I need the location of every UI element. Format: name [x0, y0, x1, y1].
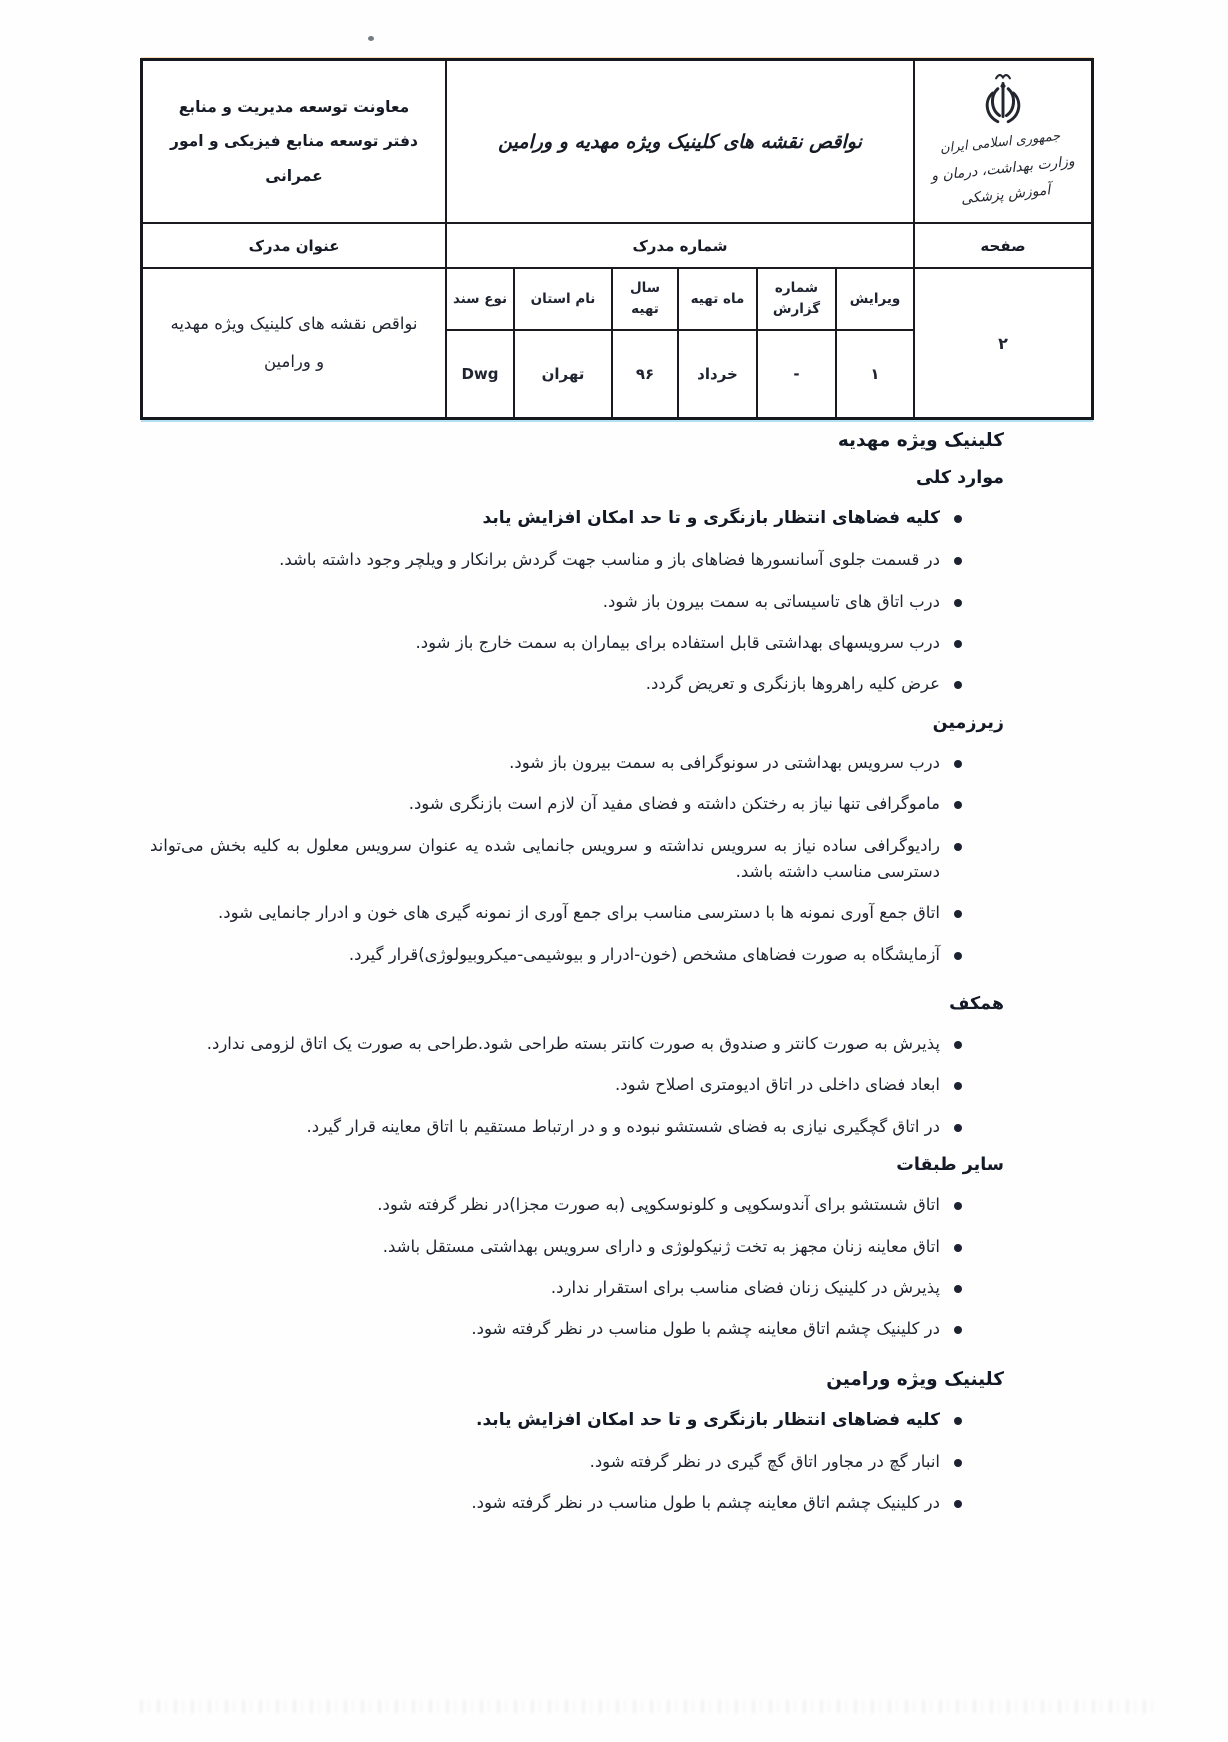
department-cell: [143, 61, 445, 224]
bullet-text: کلیه فضاهای انتظار بازنگری و تا حد امکان افزایش یابد: [482, 508, 940, 528]
document-title: نواقص نقشه های کلینیک ویژه مهدیه و ورامین: [445, 61, 913, 224]
bullet-item: [150, 1275, 1004, 1301]
iran-emblem-icon: [977, 71, 1029, 129]
ministry-emblem-cell: [913, 61, 1091, 224]
document-header-table: [140, 58, 1094, 420]
bullet-item: [150, 1316, 1004, 1342]
field-value: Dwg: [461, 365, 499, 383]
doc-title-value: نواقص نقشه های کلینیک ویژه مهدیه و ورامین: [170, 314, 418, 371]
bullet-icon: [954, 1041, 962, 1049]
bullet-text: ماموگرافی تنها نیاز به رختکن داشته و فضای مفید آن لازم است بازنگری شود.: [408, 794, 940, 814]
org-line1: جمهوری اسلامی ایران: [939, 128, 1061, 157]
bullet-item: [150, 547, 1004, 573]
bullet-icon: [954, 557, 962, 565]
bullet-item: [150, 833, 1004, 886]
bullet-text: درب اتاق های تاسیساتی به سمت بیرون باز شود.: [602, 591, 940, 611]
bullet-item: [150, 1114, 1004, 1140]
field-label: نام استان: [513, 269, 611, 331]
bullet-icon: [954, 515, 962, 523]
bullet-item: [150, 1449, 1004, 1475]
field-value: -: [756, 331, 835, 417]
bullet-icon: [954, 1500, 962, 1508]
doc-fields-subtable: [447, 269, 913, 417]
bullet-text: پذیرش به صورت کانتر و صندوق به صورت کانتر بسته طراحی شود.طراحی به صورت یک اتاق لزومی ندارد.: [206, 1034, 940, 1054]
bullet-item: [150, 1490, 1004, 1516]
bullet-text: آزمایشگاه به صورت فضاهای مشخص (خون-ادرار و بیوشیمی-میکروبیولوژی)قرار گیرد.: [348, 944, 940, 964]
bullet-text: اتاق شستشو برای آندوسکوپی و کلونوسکوپی (به صورت مجزا)در نظر گرفته شود.: [377, 1195, 940, 1215]
bullet-item: [150, 589, 1004, 615]
scan-artifact-dot: [368, 36, 374, 41]
bullet-text: در قسمت جلوی آسانسورها فضاهای باز و مناسب جهت گردش برانکار و ویلچر وجود داشته باشد.: [279, 550, 940, 570]
field-value: تهران: [513, 331, 611, 417]
page-label: صفحه: [913, 224, 1091, 269]
bullet-item: [150, 1407, 1004, 1434]
section-subheading: سایر طبقات: [896, 1155, 1004, 1176]
page-number-value: ۲: [913, 269, 1091, 417]
section-heading: کلینیک ویژه ورامین: [826, 1368, 1004, 1390]
bullet-item: [150, 791, 1004, 817]
bullet-item: [150, 630, 1004, 656]
bullet-text: در اتاق گچگیری نیازی به فضای شستشو نبوده و و در ارتباط مستقیم با اتاق معاینه قرار گیرد.: [306, 1116, 940, 1136]
dept-line1: معاونت توسعه مدیریت و منابع: [178, 98, 410, 117]
section-subheading: موارد کلی: [916, 468, 1004, 488]
field-value: ۹۶: [611, 331, 677, 417]
bullet-item: [150, 505, 1004, 532]
document-body: [150, 430, 1004, 1532]
bullet-text: کلیه فضاهای انتظار بازنگری و تا حد امکان افزایش یابد.: [476, 1409, 940, 1430]
bullet-text: در کلینیک چشم اتاق معاینه چشم با طول مناسب در نظر گرفته شود.: [471, 1493, 940, 1513]
bullet-icon: [954, 1202, 962, 1210]
bullet-text: در کلینیک چشم اتاق معاینه چشم با طول مناسب در نظر گرفته شود.: [471, 1319, 940, 1339]
bullet-item: [150, 942, 1004, 968]
field-label: ماه تهیه: [677, 269, 756, 331]
bullet-text: انبار گچ در مجاور اتاق گچ گیری در نظر گرفته شود.: [589, 1452, 940, 1472]
bullet-text: اتاق معاینه زنان مجهز به تخت ژنیکولوژی و دارای سرویس بهداشتی مستقل باشد.: [382, 1236, 940, 1256]
scan-artifact-noise: [140, 1700, 1158, 1713]
doc-title-label: عنوان مدرک: [143, 224, 445, 269]
bullet-icon: [954, 1285, 962, 1293]
bullet-item: [150, 1031, 1004, 1057]
section-heading: کلینیک ویژه مهدیه: [837, 430, 1004, 451]
bullet-item: [150, 900, 1004, 926]
bullet-icon: [954, 801, 962, 809]
bullet-icon: [954, 1244, 962, 1252]
field-value: ۱: [835, 331, 913, 417]
ministry-name: [911, 122, 1094, 218]
field-label: ویرایش: [835, 269, 913, 331]
bullet-icon: [954, 760, 962, 768]
field-label: نوع سند: [447, 269, 513, 331]
bullet-icon: [954, 952, 962, 960]
bullet-icon: [954, 1082, 962, 1090]
bullet-item: [150, 671, 1004, 697]
section-subheading: همکف: [949, 994, 1004, 1015]
bullet-item: [150, 1234, 1004, 1260]
bullet-text: درب سرویس بهداشتی در سونوگرافی به سمت بیرون باز شود.: [509, 752, 940, 772]
bullet-icon: [954, 910, 962, 918]
bullet-text: عرض کلیه راهروها بازنگری و تعریض گردد.: [645, 674, 940, 694]
bullet-icon: [954, 1417, 962, 1425]
bullet-item: [150, 750, 1004, 776]
doc-number-label: شماره مدرک: [445, 224, 913, 269]
bullet-icon: [954, 843, 962, 851]
bullet-icon: [954, 599, 962, 607]
bullet-text: ابعاد فضای داخلی در اتاق ادیومتری اصلاح شود.: [615, 1075, 940, 1095]
bullet-text: درب سرویسهای بهداشتی قابل استفاده برای بیماران به سمت خارج باز شود.: [415, 632, 940, 652]
bullet-text: رادیوگرافی ساده نیاز به سرویس نداشته و سرویس جانمایی شده یه عنوان سرویس معلول به کلیه بخش می‌تواند دسترسی مناسب داشته باشد.: [150, 835, 940, 881]
bullet-icon: [954, 681, 962, 689]
bullet-icon: [954, 1459, 962, 1467]
section-subheading: زیرزمین: [932, 712, 1004, 733]
bullet-icon: [954, 1326, 962, 1334]
bullet-text: پذیرش در کلینیک زنان فضای مناسب برای استقرار ندارد.: [550, 1278, 940, 1298]
dept-line2: دفتر توسعه منابع فیزیکی و امور عمرانی: [170, 132, 418, 185]
bullet-item: [150, 1192, 1004, 1218]
bullet-icon: [954, 1124, 962, 1132]
doc-number-fields: [445, 269, 913, 417]
bullet-icon: [954, 640, 962, 648]
field-value: خرداد: [677, 331, 756, 417]
field-label: سال تهیه: [611, 269, 677, 331]
bullet-text: اتاق جمع آوری نمونه ها با دسترسی مناسب برای جمع آوری از نمونه گیری های خون و ادرار جانمایی شود.: [218, 903, 940, 923]
org-line2: وزارت بهداشت، درمان و آموزش پزشکی: [930, 153, 1076, 208]
field-label: شماره گزارش: [756, 269, 835, 331]
bullet-item: [150, 1072, 1004, 1098]
